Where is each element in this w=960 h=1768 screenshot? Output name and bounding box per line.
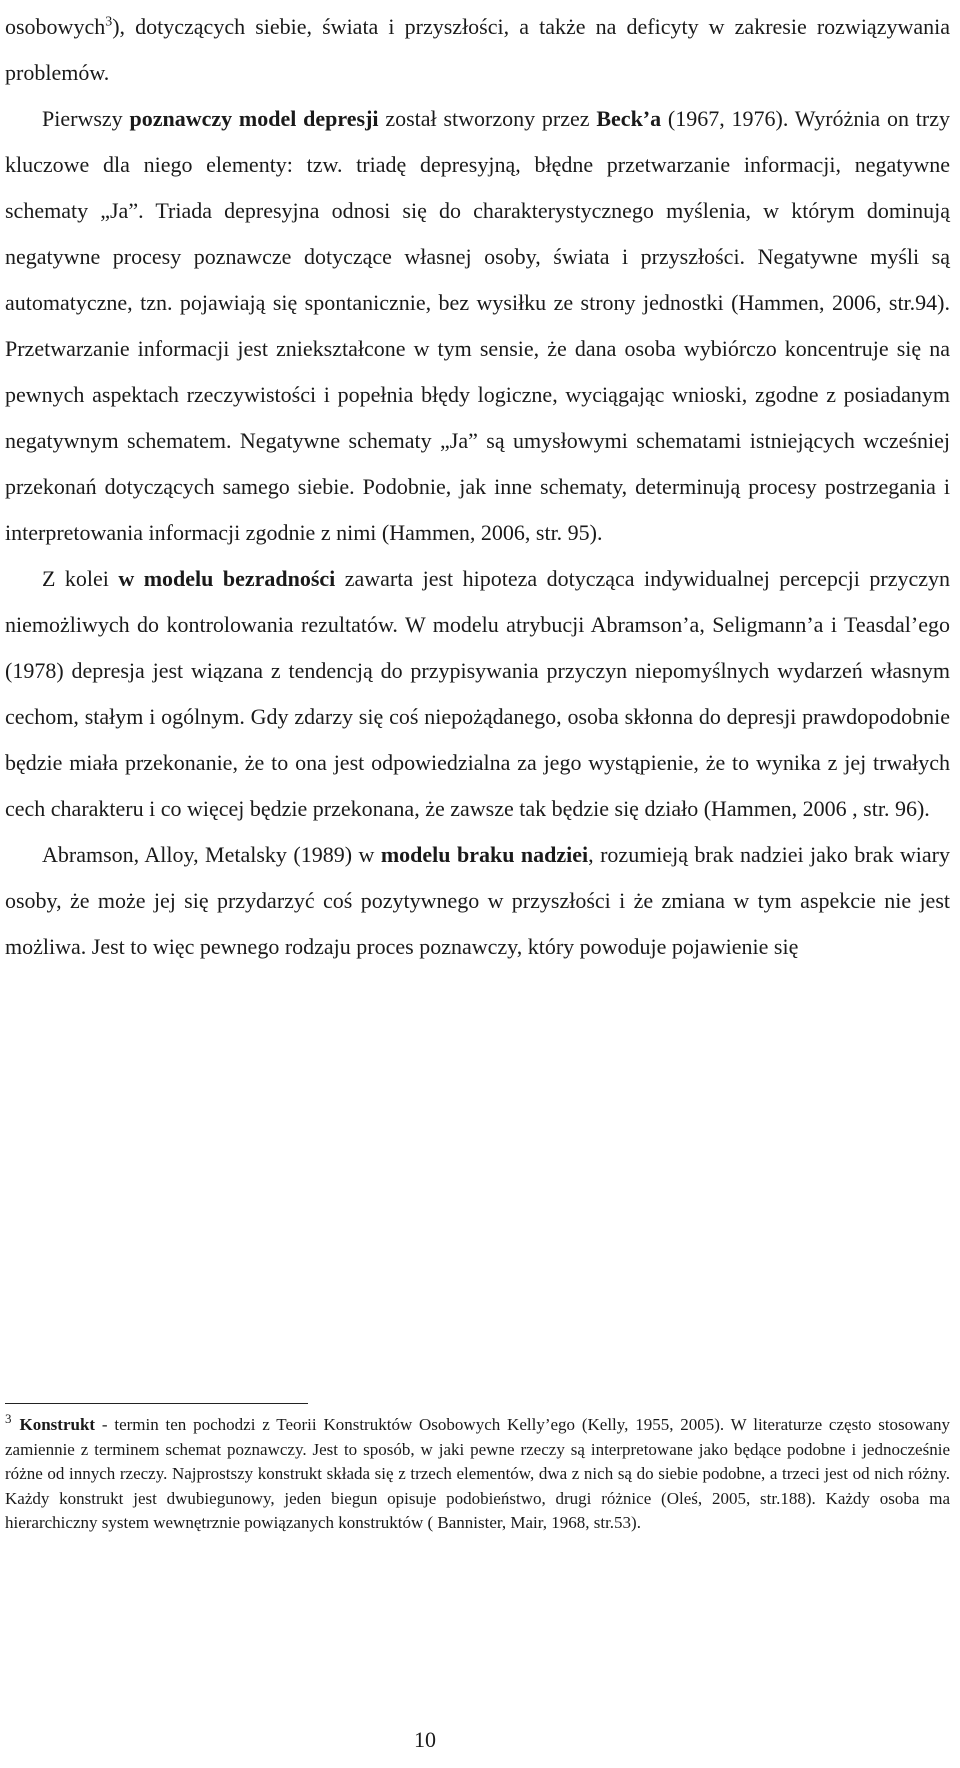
- paragraph-4: [5, 832, 950, 970]
- footnote-text: - termin ten pochodzi z Teorii Konstruktów Osobowych Kelly’ego (Kelly, 1955, 2005). W literaturze często stosowany zamiennie z terminem schemat poznawczy. Jest to sposób, w jaki pewne rzeczy są interpretowane jako będące podobne i jednocześnie różne od innych rzeczy. Najprostszy konstrukt składa się z trzech elementów, dwa z nich są do siebie podobne, a trzeci jest od nich różny. Każdy konstrukt jest dwubiegunowy, jeden biegun opisuje podobieństwo, drugi różnice (Oleś, 2005, str.188). Każdy osoba ma hierarchiczny system wewnętrznie powiązanych konstruktów ( Bannister, Mair, 1968, str.53).: [5, 1415, 950, 1533]
- text-span: został stworzony przez: [378, 106, 597, 131]
- body-text: [5, 4, 950, 970]
- text-span: Pierwszy: [42, 106, 130, 131]
- text-span: Abramson, Alloy, Metalsky (1989) w: [42, 842, 381, 867]
- text-span: , rozumieją brak nadziei jako brak wiary osoby, że może jej się przydarzyć coś pozytywnego w przyszłości i że zmiana w tym aspekcie nie jest możliwa. Jest to więc pewnego rodzaju proces poznawczy, który powoduje pojawienie się: [5, 842, 951, 959]
- footnote: [5, 1413, 950, 1536]
- text-span: (1967, 1976). Wyróżnia on trzy kluczowe dla niego elementy: tzw. triadę depresyjną, błędne przetwarzanie informacji, negatywne schematy „Ja”. Triada depresyjna odnosi się do charakterystycznego myślenia, w którym dominują negatywne procesy poznawcze dotyczące własnej osoby, świata i przyszłości. Negatywne myśli są automatyczne, tzn. pojawiają się spontanicznie, bez wysiłku ze strony jednostki (Hammen, 2006, str.94). Przetwarzanie informacji jest zniekształcone w tym sensie, że dana osoba wybiórczo koncentruje się na pewnych aspektach rzeczywistości i popełnia błędy logiczne, wyciągając wnioski, zgodne z posiadanym negatywnym schematem. Negatywne schematy „Ja” są umysłowymi schematami istniejących wcześniej przekonań dotyczących samego siebie. Podobnie, jak inne schematy, determinują procesy postrzegania i interpretowania informacji zgodnie z nimi (Hammen, 2006, str. 95).: [5, 106, 951, 545]
- footnote-number: 3: [5, 1411, 12, 1427]
- bold-term: modelu braku nadziei: [380, 842, 589, 867]
- text-span: ), dotyczących siebie, świata i przyszłości, a także na deficyty w zakresie rozwiązywania problemów.: [5, 14, 950, 85]
- bold-author: Beck’a: [596, 106, 662, 131]
- text-span: Z kolei: [42, 566, 119, 591]
- bold-term: poznawczy model depresji: [129, 106, 379, 131]
- text-span: osobowych: [5, 14, 106, 39]
- paragraph-1: [5, 4, 950, 96]
- text-span: zawarta jest hipoteza dotycząca indywidualnej percepcji przyczyn niemożliwych do kontrolowania rezultatów. W modelu atrybucji Abramson’a, Seligmann’a i Teasdal’ego (1978) depresja jest wiązana z tendencją do przypisywania przyczyn niepomyślnych wydarzeń własnym cechom, stałym i ogólnym. Gdy zdarzy się coś niepożądanego, osoba skłonna do depresji prawdopodobnie będzie miała przekonanie, że to ona jest odpowiedzialna za jego wystąpienie, że to wynika z jej trwałych cech charakteru i co więcej będzie przekonana, że zawsze tak będzie się działo (Hammen, 2006 , str. 96).: [5, 566, 950, 821]
- paragraph-2: [5, 96, 950, 556]
- footnote-separator: [5, 1403, 308, 1404]
- footnote-reference: 3: [105, 14, 113, 30]
- paragraph-3: [5, 556, 950, 832]
- bold-term: w modelu bezradności: [118, 566, 336, 591]
- page-number: 10: [414, 1727, 436, 1752]
- footnote-term: Konstrukt: [19, 1415, 96, 1434]
